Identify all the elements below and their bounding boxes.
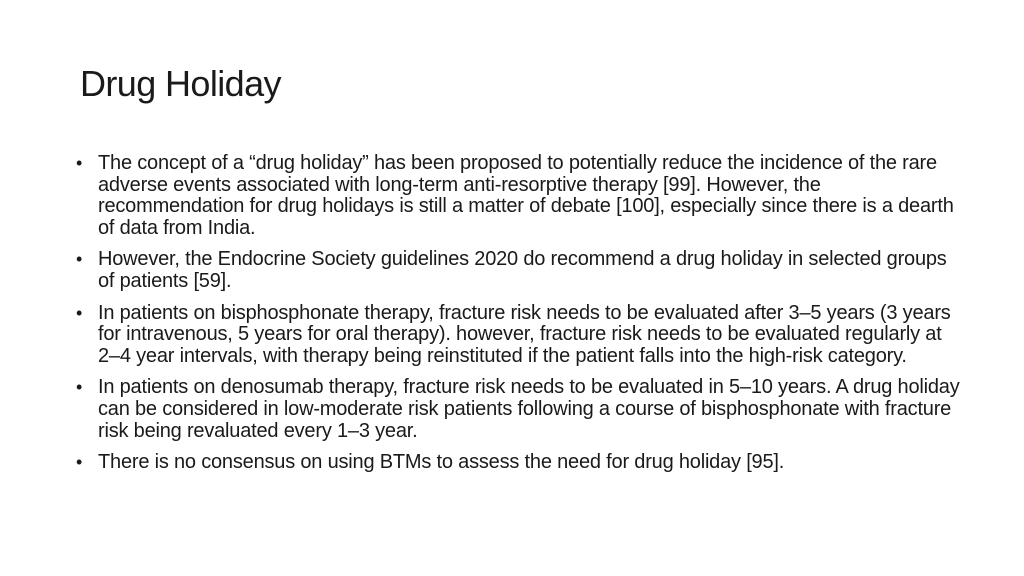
bullet-list <box>76 153 966 484</box>
bullet-text: However, the Endocrine Society guidelines 2020 do recommend a drug holiday in selected groups of patients [59]. <box>98 248 947 292</box>
bullet-dot-icon: • <box>76 249 83 270</box>
bullet-dot-icon: • <box>76 302 83 323</box>
bullet-item <box>76 153 966 239</box>
bullet-dot-icon: • <box>76 452 83 473</box>
bullet-item <box>76 303 966 368</box>
bullet-item <box>76 249 966 292</box>
bullet-item <box>76 452 966 474</box>
bullet-dot-icon: • <box>76 377 83 398</box>
bullet-text: In patients on denosumab therapy, fracture risk needs to be evaluated in 5–10 years. A drug holiday can be considered in low-moderate risk patients following a course of bisphosphonate with fracture risk being revaluated every 1–3 year. <box>98 376 960 442</box>
bullet-text: The concept of a “drug holiday” has been proposed to potentially reduce the incidence of the rare adverse events associated with long-term anti-resorptive therapy [99]. However, the recommendation for drug holidays is still a matter of debate [100], especially since there is a dearth of data from India. <box>98 152 954 239</box>
bullet-text: There is no consensus on using BTMs to assess the need for drug holiday [95]. <box>98 451 785 474</box>
bullet-text: In patients on bisphosphonate therapy, fracture risk needs to be evaluated after 3–5 years (3 years for intravenous, 5 years for oral therapy). however, fracture risk needs to be evaluated regularly at 2–4 year intervals, with therapy being reinstituted if the patient falls into the high-risk category. <box>98 301 951 367</box>
slide-title: Drug Holiday <box>80 63 281 104</box>
bullet-item <box>76 377 966 442</box>
bullet-dot-icon: • <box>76 153 83 173</box>
